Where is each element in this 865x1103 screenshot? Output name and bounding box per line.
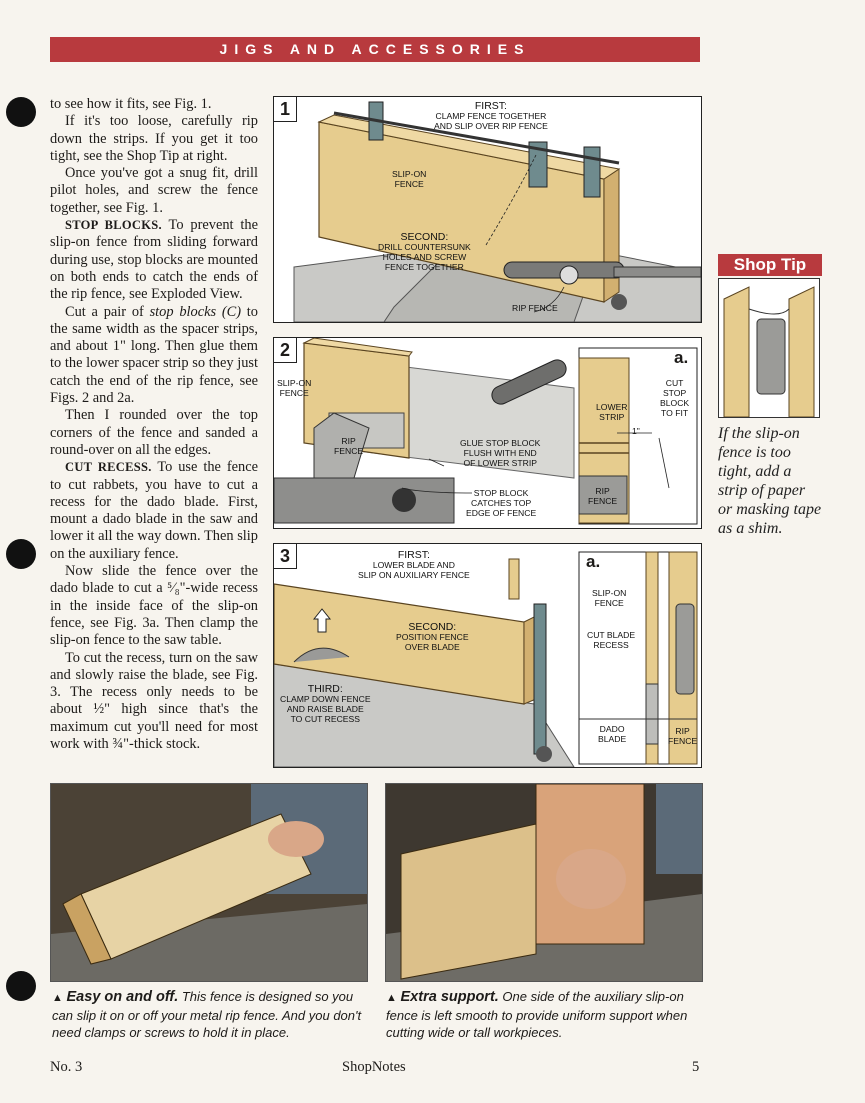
label-line: STRIP: [599, 412, 625, 422]
paragraph-text: To prevent the slip-on fence from sliding forward during use, stop blocks are mounted on both ends to catch the ends of the rip fence, see Exploded View.: [50, 217, 258, 303]
figure-2: [273, 337, 702, 529]
label-line: HOLES AND SCREW: [382, 252, 467, 262]
fig3-third-label: [280, 684, 371, 724]
paragraph: [50, 459, 258, 563]
label-line: AND RAISE BLADE: [286, 704, 364, 714]
caption-text: One side of the auxiliary slip-on fence is left smooth to provide uniform support when cutting wide or tall workpieces.: [386, 989, 688, 1040]
subhead: CUT RECESS.: [65, 460, 152, 475]
label-line: DADO: [599, 724, 625, 734]
label-line: RECESS: [593, 640, 629, 650]
label-line: SLIP-ON: [392, 169, 427, 179]
label-line: FENCE: [594, 598, 624, 608]
fig1-first-label: [434, 101, 548, 131]
figure-1-number: 1: [274, 97, 297, 122]
label-line: GLUE STOP BLOCK: [460, 438, 541, 448]
label-line: POSITION FENCE: [396, 632, 469, 642]
figure-3-number: 3: [274, 544, 297, 569]
figure-3: [273, 543, 702, 768]
photo-right-image: [386, 784, 702, 981]
paragraph: If it's too loose, carefully rip down the strips. If you get it too tight, see the Shop Tip at right.: [50, 113, 258, 164]
caption-right: [386, 988, 704, 1041]
caption-heading: Easy on and off.: [66, 989, 179, 1005]
photo-extra-support: [385, 783, 703, 982]
label-line: RIP: [595, 486, 610, 496]
label-heading: FIRST:: [474, 100, 507, 112]
paragraph-text: To use the fence to cut rabbets, you have to cut a recess for the dado blade. First, mount a dado blade in the saw and lower it all the way down. Then slip on the auxiliary fence.: [50, 459, 258, 562]
fig3a-rip-label: [668, 726, 697, 746]
fig1-rip-label: RIP FENCE: [512, 303, 558, 313]
label-line: SLIP ON AUXILIARY FENCE: [358, 570, 470, 580]
label-line: STOP: [662, 388, 687, 398]
fig2-slipon-label: [277, 378, 311, 398]
label-line: SLIP-ON: [277, 378, 312, 388]
triangle-icon: ▲: [52, 992, 63, 1004]
paragraph: [50, 304, 258, 408]
shop-tip: [718, 254, 822, 538]
label-line: CUT BLADE: [587, 630, 636, 640]
footer-issue: No. 3: [50, 1059, 83, 1075]
label-line: FENCE: [279, 388, 309, 398]
label-line: CUT: [665, 378, 684, 388]
label-line: RIP: [341, 436, 356, 446]
caption-heading: Extra support.: [400, 989, 499, 1005]
label-line: RIP: [675, 726, 690, 736]
footer-page-number: 5: [692, 1059, 700, 1075]
label-line: FENCE: [394, 179, 424, 189]
fig2-stop-label: [466, 488, 536, 518]
shop-tip-title: Shop Tip: [718, 254, 822, 276]
fig3-first-label: [358, 550, 470, 580]
shop-tip-text: If the slip-on fence is too tight, add a strip of paper or masking tape as a shim.: [718, 425, 822, 537]
fig2a-label: a.: [674, 348, 689, 367]
label-line: EDGE OF FENCE: [466, 508, 537, 518]
subhead: STOP BLOCKS.: [65, 218, 162, 233]
paragraph: Once you've got a snug fit, drill pilot holes, and screw the fence together, see Fig. 1.: [50, 165, 258, 216]
part-reference: stop blocks (C): [149, 303, 242, 320]
paragraph: Now slide the fence over the dado blade to cut a ⁵⁄₈"-wide recess in the inside face of the slip-on fence, see Fig. 3a. Then clamp the slip-on fence to the saw table.: [50, 563, 258, 649]
label-heading: SECOND:: [400, 231, 449, 243]
photo-left-image: [51, 784, 367, 981]
shop-tip-drawing: [719, 279, 819, 417]
photo-easy-on-off: [50, 783, 368, 982]
fig2a-lower-strip-label: [596, 402, 628, 422]
fig1-second-label: [378, 232, 471, 272]
label-line: LOWER BLADE AND: [372, 560, 455, 570]
fig2a-dimension-label: 1": [632, 426, 640, 436]
label-line: LOWER: [596, 402, 628, 412]
label-line: AND SLIP OVER RIP FENCE: [434, 121, 548, 131]
caption-text: This fence is designed so you can slip it on or off your metal rip fence. And you don't need clamps or screws to hold it in place.: [52, 989, 362, 1040]
caption-left: [52, 988, 368, 1041]
label-line: STOP BLOCK: [473, 488, 529, 498]
paragraph-text: to the same width as the spacer strips, and about 1" long. Then glue them to the lower spacer strip so they just catch the end of the rip fence, see Figs. 2 and 2a.: [50, 303, 258, 407]
label-line: FENCE TOGETHER: [384, 262, 464, 272]
fig3a-cut-label: [587, 630, 635, 650]
label-line: FLUSH WITH END: [463, 448, 537, 458]
fig2-glue-label: [460, 438, 540, 468]
fig3a-slipon-label: [592, 588, 626, 608]
label-line: BLADE: [598, 734, 627, 744]
paragraph: To cut the recess, turn on the saw and slowly raise the blade, see Fig. 3. The recess only needs to be about ½" high since that's the maximum cut you'll need for most work with ¾"-thick stock.: [50, 649, 258, 752]
binder-hole-middle: [6, 539, 36, 569]
section-banner: JIGS AND ACCESSORIES: [50, 37, 700, 62]
fig3a-dado-label: [598, 724, 626, 744]
label-line: CATCHES TOP: [471, 498, 532, 508]
paragraph: to see how it fits, see Fig. 1.: [50, 96, 212, 112]
paragraph-text: Cut a pair of: [65, 303, 150, 320]
paragraph: [50, 217, 258, 303]
label-line: FENCE: [668, 736, 698, 746]
label-line: CLAMP DOWN FENCE: [280, 694, 371, 704]
fig3a-label: a.: [586, 552, 601, 571]
fig2a-rip-label: [588, 486, 617, 506]
label-heading: SECOND:: [408, 621, 457, 633]
label-line: TO CUT RECESS: [290, 714, 360, 724]
fig1-slipon-label: [392, 169, 426, 189]
label-line: DRILL COUNTERSUNK: [378, 242, 471, 252]
label-line: OF LOWER STRIP: [463, 458, 537, 468]
figure-3-illustration: [274, 544, 701, 767]
triangle-icon: ▲: [386, 992, 397, 1004]
label-heading: FIRST:: [397, 549, 430, 561]
label-line: FENCE: [334, 446, 364, 456]
fig3-second-label: [396, 622, 469, 652]
label-line: SLIP-ON: [592, 588, 627, 598]
paragraph: Then I rounded over the top corners of the fence and sanded a round-over on all the edges.: [50, 407, 258, 458]
binder-hole-top: [6, 97, 36, 127]
label-line: BLOCK: [660, 398, 690, 408]
body-text: [50, 96, 258, 753]
label-line: CLAMP FENCE TOGETHER: [435, 111, 547, 121]
binder-hole-bottom: [6, 971, 36, 1001]
figure-1: [273, 96, 702, 323]
figure-2-number: 2: [274, 338, 297, 363]
footer-magazine: ShopNotes: [342, 1059, 406, 1075]
label-heading: THIRD:: [307, 683, 343, 695]
shop-tip-illustration: [718, 278, 820, 418]
label-line: TO FIT: [661, 408, 689, 418]
fig2a-cut-label: [660, 378, 689, 418]
label-line: FENCE: [588, 496, 618, 506]
label-line: OVER BLADE: [404, 642, 460, 652]
fig2-rip-label: [334, 436, 363, 456]
